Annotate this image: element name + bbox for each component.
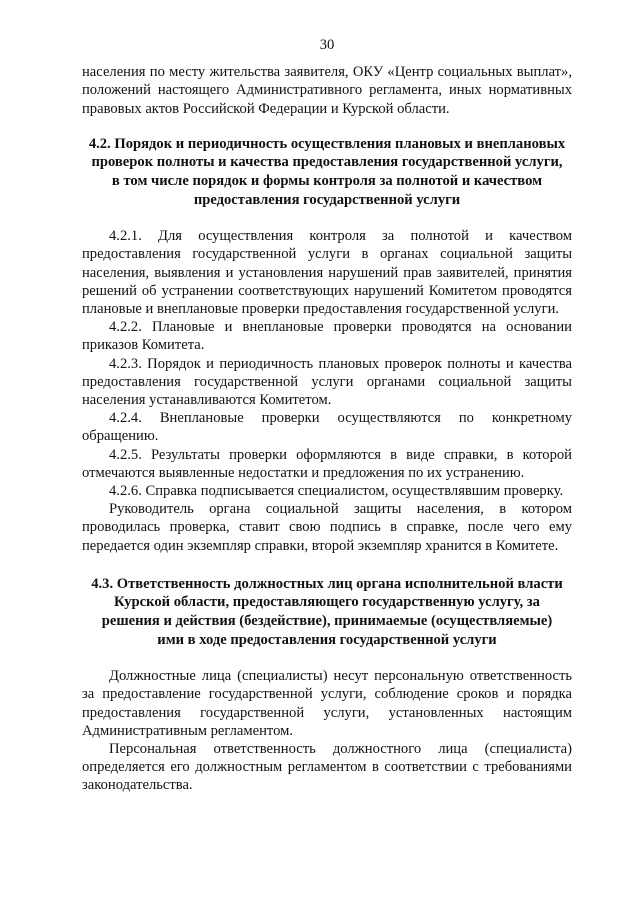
intro-paragraph: населения по месту жительства заявителя, ОКУ «Центр социальных выплат», положений настоящего Административного регламента, иных нормативных правовых актов Российской Федерации и Курской области. [82, 64, 572, 117]
paragraph-personal-responsibility: Персональная ответственность должностного лица (специалиста) определяется его должностным регламентом в соответствии с требованиями законодательства. [82, 741, 572, 794]
section-4-3-body [82, 667, 572, 794]
paragraph-4-2-1: 4.2.1. Для осуществления контроля за полнотой и качеством предоставления государственной услуги в органах социальной защиты населения, выявления и установления нарушений прав заявителей, принятия решений об устранении соответствующих нарушений Комитетом проводятся плановые и внеплановые проверки предоставления государственной услуги. [82, 228, 572, 317]
paragraph-4-2-5: 4.2.5. Результаты проверки оформляются в виде справки, в которой отмечаются выявленные недостатки и предложения по их устранению. [82, 446, 572, 481]
paragraph-responsibility: Должностные лица (специалисты) несут персональную ответственность за предоставление государственной услуги, соблюдение сроков и порядка предоставления государственной услуги, установленных настоящим Административным регламентом. [82, 668, 572, 739]
paragraph-head-signature: Руководитель органа социальной защиты населения, в котором проводилась проверка, ставит свою подпись в справке, после чего ему передается один экземпляр справки, второй экземпляр хранится в Комитете. [82, 501, 572, 554]
section-4-2-body [82, 227, 572, 555]
section-4-3-heading: 4.3. Ответственность должностных лиц органа исполнительной власти Курской области, предоставляющего государственную услугу, за решения и действия (бездействие), принимаемые (осуществляемые) ими в ходе предоставления государственной услуги [91, 575, 563, 648]
paragraph-4-2-2: 4.2.2. Плановые и внеплановые проверки проводятся на основании приказов Комитета. [82, 319, 572, 354]
paragraph-4-2-6: 4.2.6. Справка подписывается специалистом, осуществлявшим проверку. [109, 483, 564, 500]
page-number: 30 [319, 37, 335, 53]
paragraph-4-2-3: 4.2.3. Порядок и периодичность плановых проверок полноты и качества предоставления государственной услуги органами социальной защиты населения устанавливаются Комитетом. [82, 355, 572, 409]
section-4-2-heading: 4.2. Порядок и периодичность осуществления плановых и внеплановых проверок полноты и качества предоставления государственной услуги, в том числе порядок и формы контроля за полнотой и качеством предоставления государственной услуги [88, 135, 566, 208]
paragraph-4-2-4: 4.2.4. Внеплановые проверки осуществляются по конкретному обращению. [82, 410, 572, 445]
